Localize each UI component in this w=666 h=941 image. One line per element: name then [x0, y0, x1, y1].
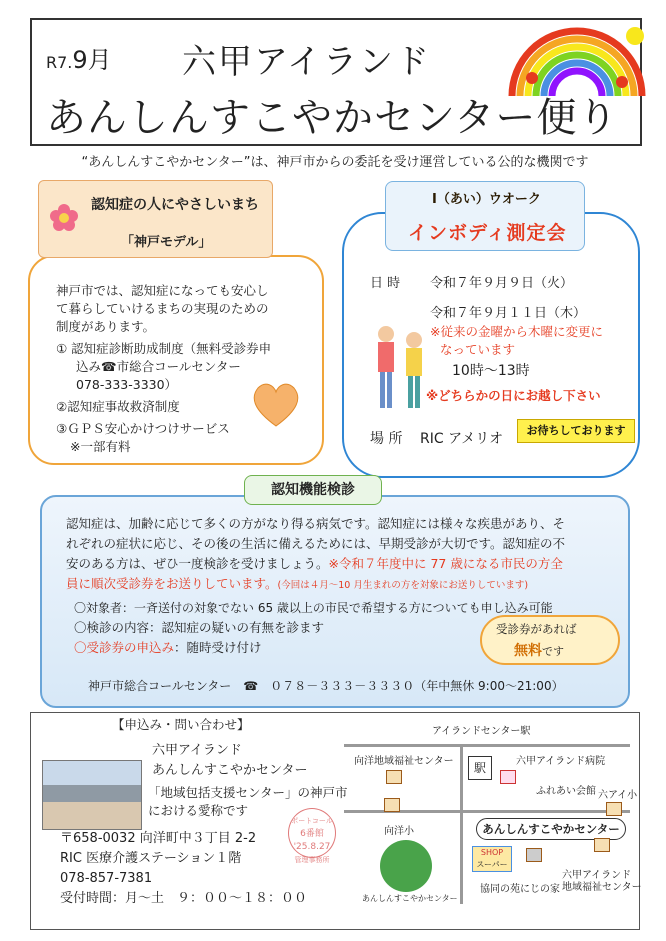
- center-logo: [380, 840, 432, 892]
- map-station-label: アイランドセンター駅: [432, 726, 531, 737]
- center-phone: 078-857-7381: [60, 871, 153, 886]
- date-change-note-1: ※従来の金曜から木曜に変更に: [430, 324, 603, 339]
- map-road: [344, 744, 630, 747]
- dementia-intro-line1: 神戸市では、認知症になっても安心し: [56, 283, 269, 298]
- inbody-event-title: インボディ測定会: [408, 222, 567, 244]
- map-school-label: 向洋小: [384, 826, 414, 837]
- exam-paragraph-line1: 認知症は、加齢に応じて多くの方がなり得る病気です。認知症には様々な疾患があり、そ: [66, 516, 566, 531]
- free-voucher-line2: 無料です: [514, 643, 564, 659]
- map-welfare-icon: [594, 838, 610, 852]
- walking-couple-illustration: [372, 322, 432, 414]
- exam-paragraph-line3: 安のある方は、ぜひ一度検診を受けましょう。※令和７年度中に 77 歳になる市民の方全: [66, 556, 563, 571]
- event-date-2: 令和７年９月１１日（木）: [430, 306, 587, 321]
- map-supermarket: SHOP スーパー: [472, 846, 512, 872]
- system-item-3: ③ＧＰＳ安心かけつけサービス: [56, 421, 230, 436]
- map-center-icon: [526, 848, 542, 862]
- system-item-1: ① 認知症診断助成制度（無料受診券申: [56, 341, 272, 356]
- map-hospital-icon: [500, 770, 516, 784]
- event-time: 10時～13時: [452, 363, 530, 379]
- map-school-icon: [606, 802, 622, 816]
- approval-stamp: ポートコール 6番館 '25.8.27 管理事務所: [288, 808, 336, 858]
- nickname-note-line1: 「地域包括支援センター」の神戸市: [148, 785, 348, 800]
- header-subtitle: “あんしんすこやかセンター”は、神戸市からの委託を受け運営している公的な機関です: [81, 155, 589, 170]
- free-voucher-bubble: [480, 615, 620, 665]
- center-name-line2: あんしんすこやかセンター: [152, 763, 308, 778]
- map-welfare-label: 向洋地域福祉センター: [354, 756, 454, 767]
- exam-content: 〇検診の内容：認知症の疑いの有無を診ます: [74, 620, 325, 635]
- building-photo: [42, 760, 142, 830]
- map-hospital-label: 六甲アイランド病院: [516, 756, 606, 767]
- dementia-intro-line3: 制度があります。: [56, 319, 156, 334]
- system-item-2: ②認知症事故救済制度: [56, 399, 180, 414]
- map-road: [460, 744, 463, 904]
- building-name: RIC 医療介護ステーション１階: [60, 851, 242, 866]
- event-date-1: 令和７年９月９日（火）: [430, 276, 574, 291]
- system-item-1-phone: 込み☎市総合コールセンター: [76, 359, 241, 374]
- exam-paragraph-line2: れぞれの症状に応じ、その後の生活に備えるためには、早期受診が大切です。認知症の不: [66, 536, 566, 551]
- nickname-note-line2: における愛称です: [148, 803, 249, 818]
- header-title-center: あんしんすこやかセンター便り: [46, 95, 619, 141]
- center-name-line1: 六甲アイランド: [152, 743, 242, 758]
- place-label: 場 所: [370, 431, 403, 447]
- map-rokko-label-1: 六甲アイランド: [562, 870, 632, 881]
- map-building-icon: [386, 770, 402, 784]
- cognitive-exam-title: 認知機能検診: [244, 475, 382, 505]
- reception-hours: 受付時間：月～土 ９：００～１８：００: [60, 891, 308, 906]
- dementia-heading-box: [38, 180, 273, 258]
- system-item-3-note: ※一部有料: [70, 439, 131, 454]
- header-title-area: 六甲アイランド: [182, 42, 431, 82]
- rainbow-illustration: [502, 18, 652, 98]
- map-station-mark: 駅: [468, 756, 492, 780]
- issue-month: R7.9月: [46, 46, 112, 74]
- exam-target: 〇対象者：一斉送付の対象でない 65 歳以上の市民で希望する方についても申し込み可能: [74, 601, 553, 615]
- either-day-note: ※どちらかの日にお越し下さい: [426, 388, 601, 403]
- map-hall-label: ふれあい会館: [536, 786, 596, 797]
- date-change-note-2: なっています: [440, 342, 516, 357]
- map-rokko-label-2: 地域福祉センター: [562, 882, 642, 893]
- map-garden-label: 協同の苑にじの家: [480, 884, 560, 895]
- heart-illustration: [250, 380, 302, 428]
- free-voucher-line1: 受診券があれば: [496, 622, 577, 636]
- dementia-heading: 認知症の人にやさしいまち: [91, 197, 259, 213]
- exam-paragraph-line4: 員に順次受診券をお送りしています。(今回は４月～10 月生まれの方を対象にお送りしています): [66, 576, 529, 591]
- center-logo-caption: あんしんすこやかセンター: [362, 894, 458, 903]
- header-box: [30, 18, 642, 146]
- walk-event-heading-box: [385, 181, 585, 251]
- postal-address: 〒658-0032 向洋町中３丁目 2-2: [60, 831, 257, 846]
- map-elementary-label: 六アイ小: [598, 790, 638, 801]
- event-place: RIC アメリオ: [420, 431, 504, 447]
- dementia-intro-line2: て暮らしていけるまちの実現のための: [56, 301, 269, 316]
- map-center-tag: あんしんすこやかセンター: [476, 818, 626, 840]
- map-school-icon: [384, 798, 400, 812]
- call-center-contact: 神戸市総合コールセンター ☎ ０７８－３３３－３３３０（年中無休 9:00～21:00）: [88, 679, 564, 693]
- walk-label: I（あい）ウオーク: [432, 192, 541, 207]
- waiting-tag: お待ちしております: [517, 419, 635, 443]
- exam-apply: 〇受診券の申込み：随時受け付け: [74, 640, 262, 655]
- kobe-model-label: 「神戸モデル」: [121, 235, 212, 250]
- system-item-1-number: 078-333-3330）: [76, 377, 178, 392]
- contact-heading: 【申込み・問い合わせ】: [112, 717, 250, 732]
- date-label: 日 時: [370, 276, 401, 291]
- flower-icon: [49, 203, 79, 233]
